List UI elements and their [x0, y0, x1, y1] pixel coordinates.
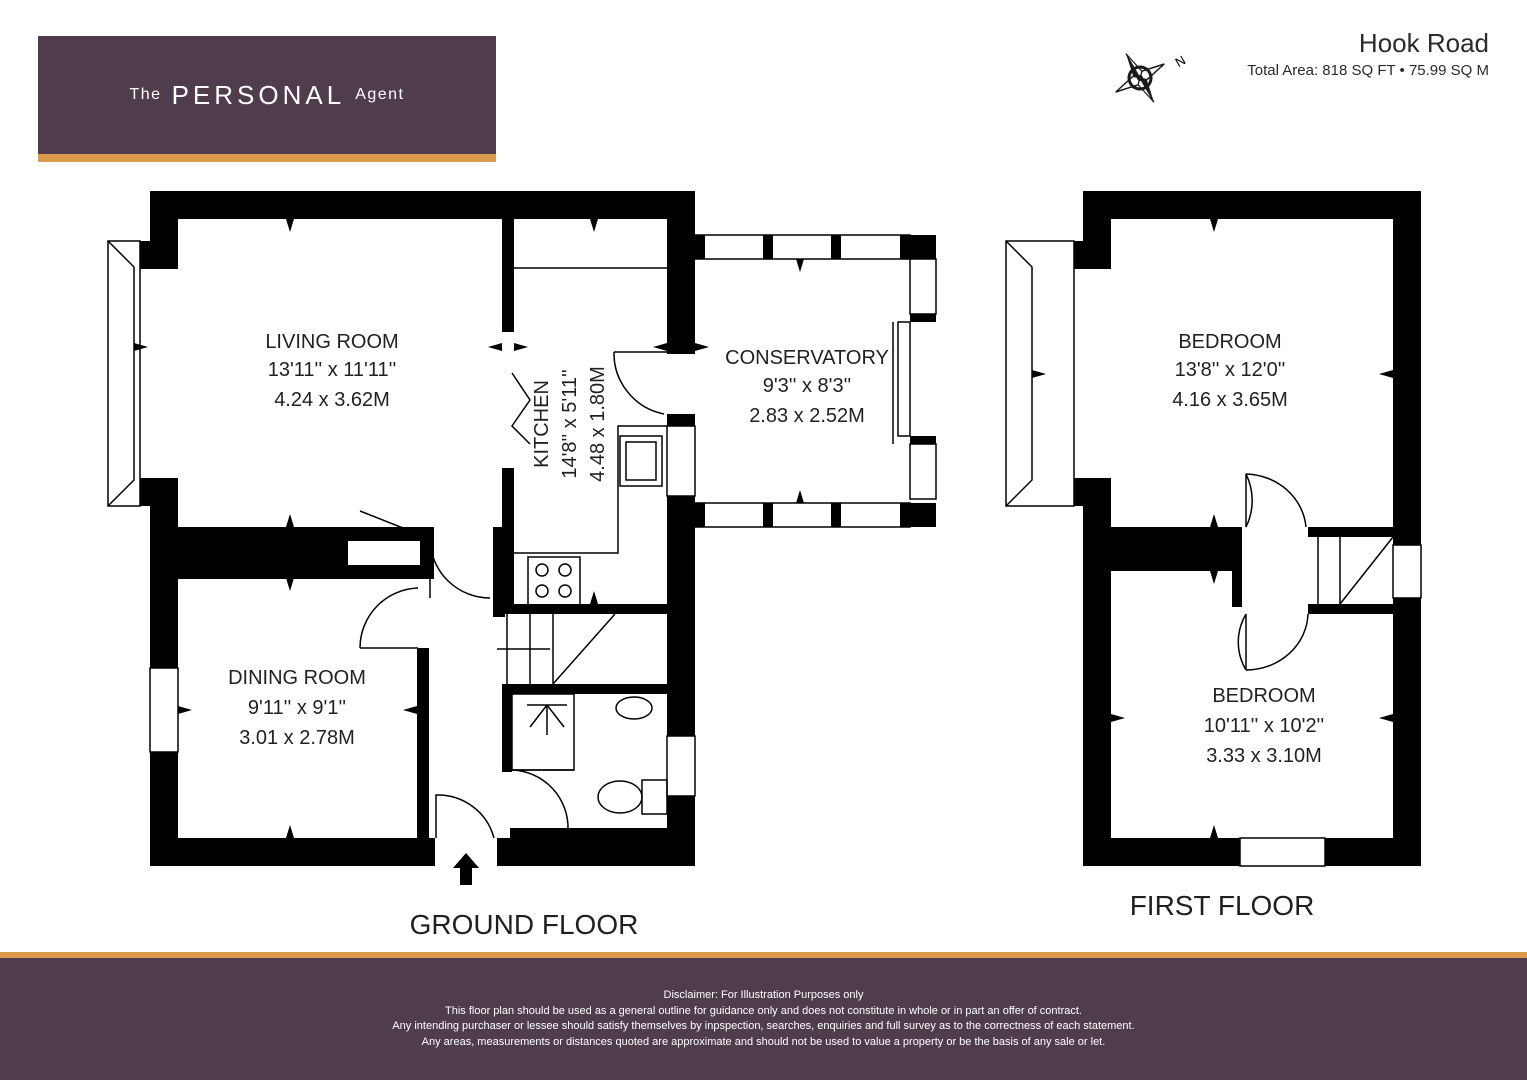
conservatory-name: CONSERVATORY [725, 347, 889, 369]
bedroom-1-metric: 4.16 x 3.65M [1172, 389, 1288, 411]
total-area: Total Area: 818 SQ FT • 75.99 SQ M [1247, 62, 1489, 79]
ground-floor-stairs [497, 614, 615, 684]
disclaimer-line-4: Any areas, measurements or distances quoted are approximate and should not be used to value a property or be the basis of any sale or let. [421, 1035, 1106, 1048]
entrance-arrow-icon [453, 853, 479, 885]
brand-name: PERSONAL [171, 79, 346, 110]
disclaimer-line-3: Any intending purchaser or lessee should satisfy themselves by inpspection, searches, enquiries and full survey as to the correctness of each statement. [392, 1020, 1135, 1032]
bedroom-1-name: BEDROOM [1178, 331, 1282, 353]
conservatory-metric: 2.83 x 2.52M [749, 405, 865, 427]
property-name: Hook Road [1358, 28, 1489, 58]
disclaimer-line-2: This floor plan should be used as a general outline for guidance only and does not constitute in whole or in part an offer of contract. [445, 1004, 1082, 1017]
kitchen-metric: 4.48 x 1.80M [587, 366, 609, 482]
bathroom-fixtures [512, 694, 667, 814]
bedroom-2-metric: 3.33 x 3.10M [1206, 745, 1322, 767]
dining-room-name: DINING ROOM [228, 667, 366, 689]
brand-prefix: The [129, 86, 162, 103]
living-room-metric: 4.24 x 3.62M [274, 389, 390, 411]
compass-north-label: N [1172, 52, 1189, 71]
dining-room-metric: 3.01 x 2.78M [239, 727, 355, 749]
first-floor-doors [1238, 474, 1393, 670]
ground-floor-walls [140, 191, 695, 866]
bedroom-1-imperial: 13'8'' x 12'0'' [1174, 359, 1286, 381]
bedroom-2-name: BEDROOM [1212, 685, 1316, 707]
dining-room-imperial: 9'11'' x 9'1'' [247, 697, 347, 719]
living-room-imperial: 13'11'' x 11'11'' [267, 359, 397, 381]
living-room-name: LIVING ROOM [265, 331, 399, 353]
disclaimer-line-1: Disclaimer: For Illustration Purposes only [663, 989, 864, 1001]
kitchen-imperial: 14'8'' x 5'11'' [559, 369, 581, 479]
conservatory-sliding-door [893, 322, 910, 444]
disclaimer-footer [0, 952, 1527, 1080]
brand-suffix: Agent [355, 86, 405, 103]
kitchen-name: KITCHEN [531, 380, 553, 468]
ground-floor-windows [108, 235, 936, 796]
bedroom-2-imperial: 10'11'' x 10'2'' [1203, 715, 1325, 737]
ground-floor-label: GROUND FLOOR [409, 909, 639, 940]
conservatory-imperial: 9'3'' x 8'3'' [762, 375, 852, 397]
first-floor-label: FIRST FLOOR [1129, 890, 1315, 921]
